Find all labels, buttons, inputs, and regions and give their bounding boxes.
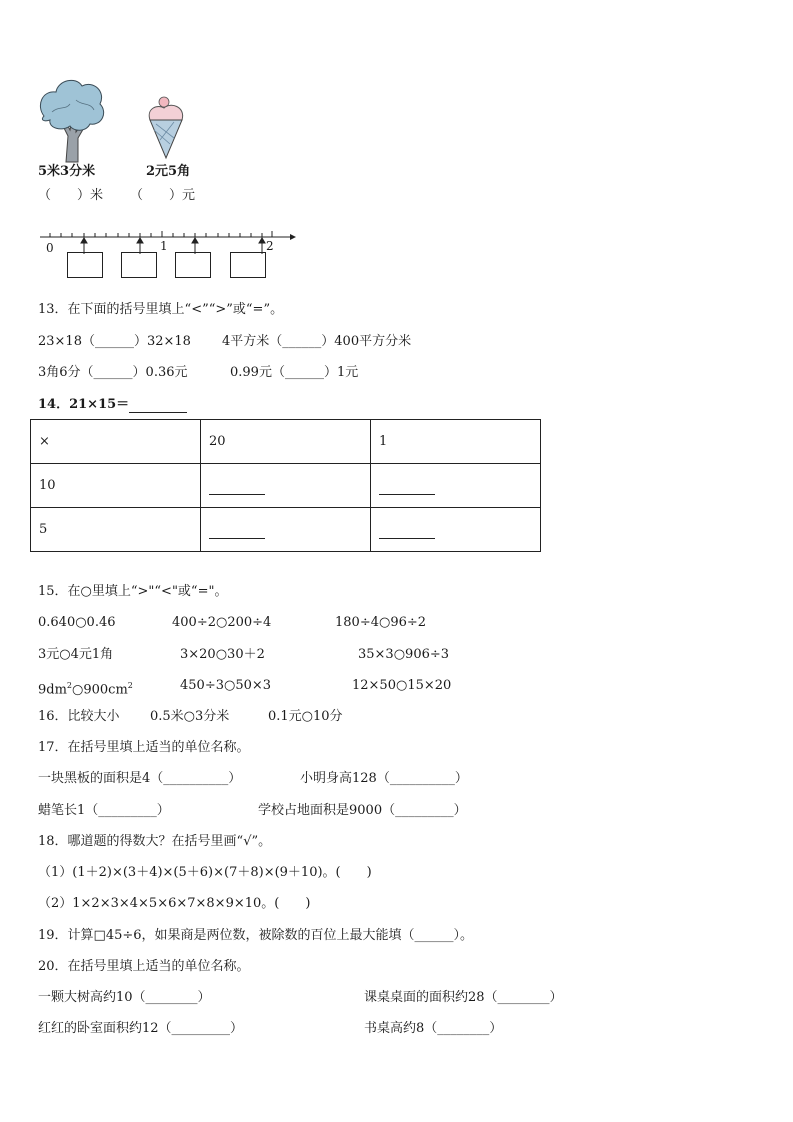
q15-r2-a[interactable]: 3元○4元1角	[38, 647, 114, 662]
grid-cell-5x20[interactable]	[201, 508, 371, 552]
q18-b[interactable]: （2）1×2×3×4×5×6×7×8×9×10。( )	[38, 896, 311, 911]
number-line-answer-box-1[interactable]	[67, 252, 103, 278]
ice-cream-picture	[144, 94, 194, 160]
grid-cell-5x1[interactable]	[371, 508, 541, 552]
grid-header-times: ×	[31, 420, 201, 464]
q16-title: 16．比较大小	[38, 709, 120, 724]
q18-a[interactable]: （1）(1＋2)×(3＋4)×(5＋6)×(7＋8)×(9＋10)。( )	[38, 865, 372, 880]
grid-row-10-label: 10	[31, 464, 201, 508]
q17-title: 17．在括号里填上适当的单位名称。	[38, 740, 250, 755]
number-line-answer-box-3[interactable]	[175, 252, 211, 278]
q15-r3-b[interactable]: 450÷3○50×3	[180, 678, 272, 693]
answer-blank[interactable]	[379, 482, 435, 495]
q17-b[interactable]: 小明身高128（__________）	[300, 771, 468, 786]
q19-text[interactable]: 19．计算□45÷6，如果商是两位数，被除数的百位上最大能填（______）。	[38, 928, 474, 943]
q15-r1-c[interactable]: 180÷4○96÷2	[335, 615, 427, 630]
q13-row2-b[interactable]: 0.99元（______）1元	[230, 365, 359, 380]
grid-header-1: 1	[371, 420, 541, 464]
grid-cell-10x1[interactable]	[371, 464, 541, 508]
multiplication-grid	[30, 419, 541, 552]
q13-row1-b[interactable]: 4平方米（______）400平方分米	[222, 334, 412, 349]
grid-header-20: 20	[201, 420, 371, 464]
tick-label-2: 2	[266, 239, 274, 253]
q15-title: 15．在○里填上“>"“<"或“="。	[38, 584, 228, 599]
q17-c[interactable]: 蜡笔长1（_________）	[38, 803, 170, 818]
q14-answer-blank[interactable]	[129, 400, 187, 413]
q13-row1-a[interactable]: 23×18（______）32×18	[38, 334, 191, 349]
q14-title	[38, 397, 187, 413]
q15-r1-b[interactable]: 400÷2○200÷4	[172, 615, 272, 630]
q14-title-text: 14．21×15＝	[38, 397, 130, 412]
q15-r1-a[interactable]: 0.640○0.46	[38, 615, 116, 630]
tree-height-label: 5米3分米	[38, 164, 96, 179]
q18-title: 18．哪道题的得数大？在括号里画“√”。	[38, 834, 272, 849]
tree-icon	[36, 76, 108, 164]
q20-c[interactable]: 红红的卧室面积约12（_________）	[38, 1021, 244, 1036]
q17-a[interactable]: 一块黑板的面积是4（__________）	[38, 771, 242, 786]
q20-a[interactable]: 一颗大树高约10（________）	[38, 990, 211, 1005]
tree-picture	[36, 76, 108, 164]
ice-cream-icon	[144, 94, 194, 160]
grid-cell-10x20[interactable]	[201, 464, 371, 508]
answer-blank[interactable]	[209, 526, 265, 539]
q15-r3-a-pre: 9dm	[38, 682, 67, 698]
answer-blank[interactable]	[379, 526, 435, 539]
ice-cream-price-label: 2元5角	[146, 164, 191, 179]
q17-d[interactable]: 学校占地面积是9000（_________）	[258, 803, 467, 818]
q16-b[interactable]: 0.1元○10分	[268, 709, 343, 724]
q15-r3-a[interactable]	[38, 678, 133, 698]
q20-d[interactable]: 书桌高约8（________）	[364, 1021, 503, 1036]
q20-b[interactable]: 课桌桌面的面积约28（________）	[364, 990, 563, 1005]
number-line-answer-box-4[interactable]	[230, 252, 266, 278]
q20-title: 20．在括号里填上适当的单位名称。	[38, 959, 250, 974]
q15-r2-b[interactable]: 3×20○30＋2	[180, 647, 265, 662]
ice-cream-answer-blank[interactable]: （ ）元	[130, 188, 196, 203]
q13-title: 13．在下面的括号里填上“<”“>”或“=”。	[38, 302, 284, 317]
tick-label-1: 1	[160, 239, 168, 253]
grid-row-5-label: 5	[31, 508, 201, 552]
q16-a[interactable]: 0.5米○3分米	[150, 709, 230, 724]
q15-r3-a-sup1: 2	[66, 681, 73, 690]
q15-r3-a-mid: ○900cm	[72, 682, 128, 698]
answer-blank[interactable]	[209, 482, 265, 495]
tick-label-0: 0	[46, 241, 54, 255]
tree-answer-blank[interactable]: （ ）米	[38, 188, 104, 203]
q15-r3-a-sup2: 2	[127, 681, 133, 690]
q15-r2-c[interactable]: 35×3○906÷3	[358, 647, 450, 662]
q13-row2-a[interactable]: 3角6分（______）0.36元	[38, 365, 188, 380]
number-line-answer-box-2[interactable]	[121, 252, 157, 278]
q15-r3-c[interactable]: 12×50○15×20	[352, 678, 452, 693]
